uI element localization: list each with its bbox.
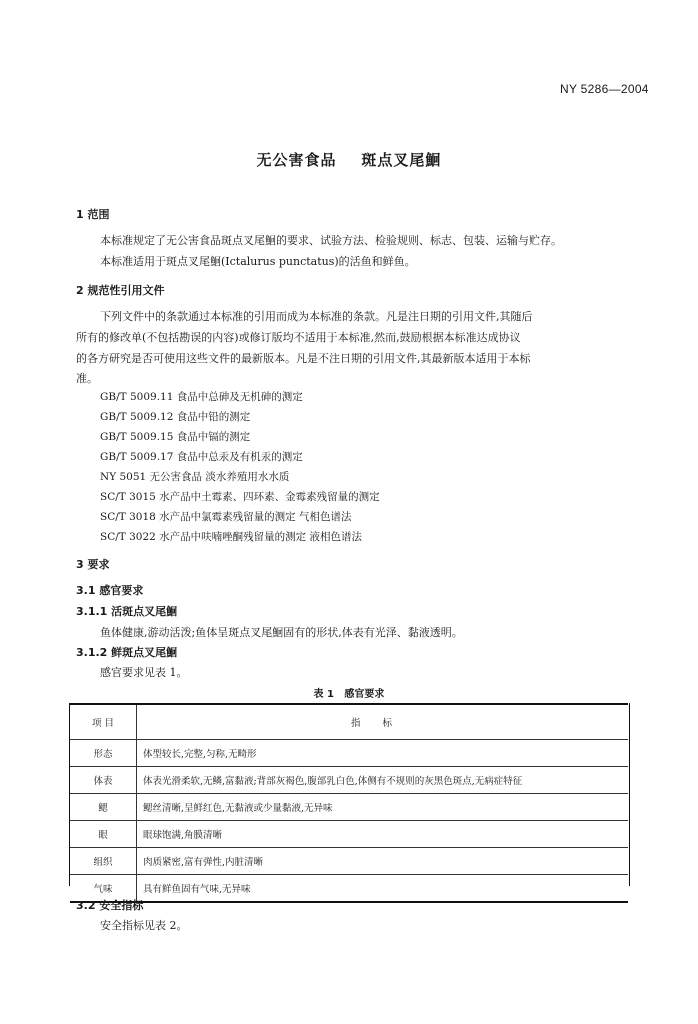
section-3-1-1-text: 鱼体健康,游动活泼;鱼体呈斑点叉尾鮰固有的形状,体表有光泽、黏液透明。 [100,626,463,639]
table-cell-item: 眼 [70,821,137,848]
table-header-row [70,704,628,740]
sensory-requirements-table [70,703,628,903]
reference-item: GB/T 5009.11 食品中总砷及无机砷的测定 [100,391,303,403]
reference-item: NY 5051 无公害食品 淡水养殖用水水质 [100,471,290,483]
section-1-paragraph-2: 本标准适用于斑点叉尾鮰(Ictalurus punctatus)的活鱼和鲜鱼。 [100,255,416,268]
section-2-paragraph-line: 下列文件中的条款通过本标准的引用而成为本标准的条款。凡是注日期的引用文件,其随后 [100,310,533,323]
table-row [70,767,628,794]
table-cell-item: 组织 [70,848,137,875]
table-cell-item: 鳃 [70,794,137,821]
table-cell-value: 体表光滑柔软,无鳞,富黏液;背部灰褐色,腹部乳白色,体侧有不规则的灰黑色斑点,无病症特征 [137,767,629,794]
table-row [70,740,628,767]
reference-item: SC/T 3022 水产品中呋喃唑酮残留量的测定 液相色谱法 [100,531,363,543]
section-3-2-text: 安全指标见表 2。 [100,919,188,932]
section-2-paragraph-line: 的各方研究是否可使用这些文件的最新版本。凡是不注日期的引用文件,其最新版本适用于本标 [76,352,531,365]
table-cell-value: 体型较长,完整,匀称,无畸形 [137,740,629,767]
column-header-index: 指标 [137,704,629,740]
section-2-paragraph-line: 准。 [76,372,98,385]
table-cell-item: 气味 [70,875,137,903]
document-title: 无公害食品 斑点叉尾鮰 [256,151,442,169]
table-row [70,821,628,848]
table-row [70,848,628,875]
reference-item: GB/T 5009.15 食品中镉的测定 [100,431,251,443]
table-row [70,875,628,903]
table-cell-item: 形态 [70,740,137,767]
table-1-caption: 表 1 感官要求 [313,689,385,700]
table-cell-value: 眼球饱满,角膜清晰 [137,821,629,848]
section-2-paragraph-line: 所有的修改单(不包括勘误的内容)或修订版均不适用于本标准,然而,鼓励根据本标准达成协议 [76,331,521,344]
section-3-heading: 3 要求 [76,558,110,571]
section-1-heading: 1 范围 [76,208,110,221]
table-cell-value: 肉质紧密,富有弹性,内脏清晰 [137,848,629,875]
reference-item: GB/T 5009.17 食品中总汞及有机汞的测定 [100,451,303,463]
table-cell-item: 体表 [70,767,137,794]
reference-item: SC/T 3015 水产品中土霉素、四环素、金霉素残留量的测定 [100,491,380,503]
reference-item: SC/T 3018 水产品中氯霉素残留量的测定 气相色谱法 [100,511,352,523]
column-header-item: 项 目 [70,704,137,740]
section-3-1-2-text: 感官要求见表 1。 [100,666,188,679]
section-1-paragraph-1: 本标准规定了无公害食品斑点叉尾鮰的要求、试验方法、检验规则、标志、包装、运输与贮存。 [100,234,562,247]
standard-number: NY 5286—2004 [560,82,649,96]
table-cell-value: 鳃丝清晰,呈鲜红色,无黏液或少量黏液,无异味 [137,794,629,821]
section-3-1-1-heading: 3.1.1 活斑点叉尾鮰 [76,605,178,618]
reference-item: GB/T 5009.12 食品中铅的测定 [100,411,251,423]
table-cell-value: 具有鲜鱼固有气味,无异味 [137,875,629,903]
section-3-1-heading: 3.1 感官要求 [76,584,144,597]
section-3-1-2-heading: 3.1.2 鲜斑点叉尾鮰 [76,646,178,659]
table-row [70,794,628,821]
section-3-2-heading: 3.2 安全指标 [76,899,144,912]
section-2-heading: 2 规范性引用文件 [76,284,165,297]
